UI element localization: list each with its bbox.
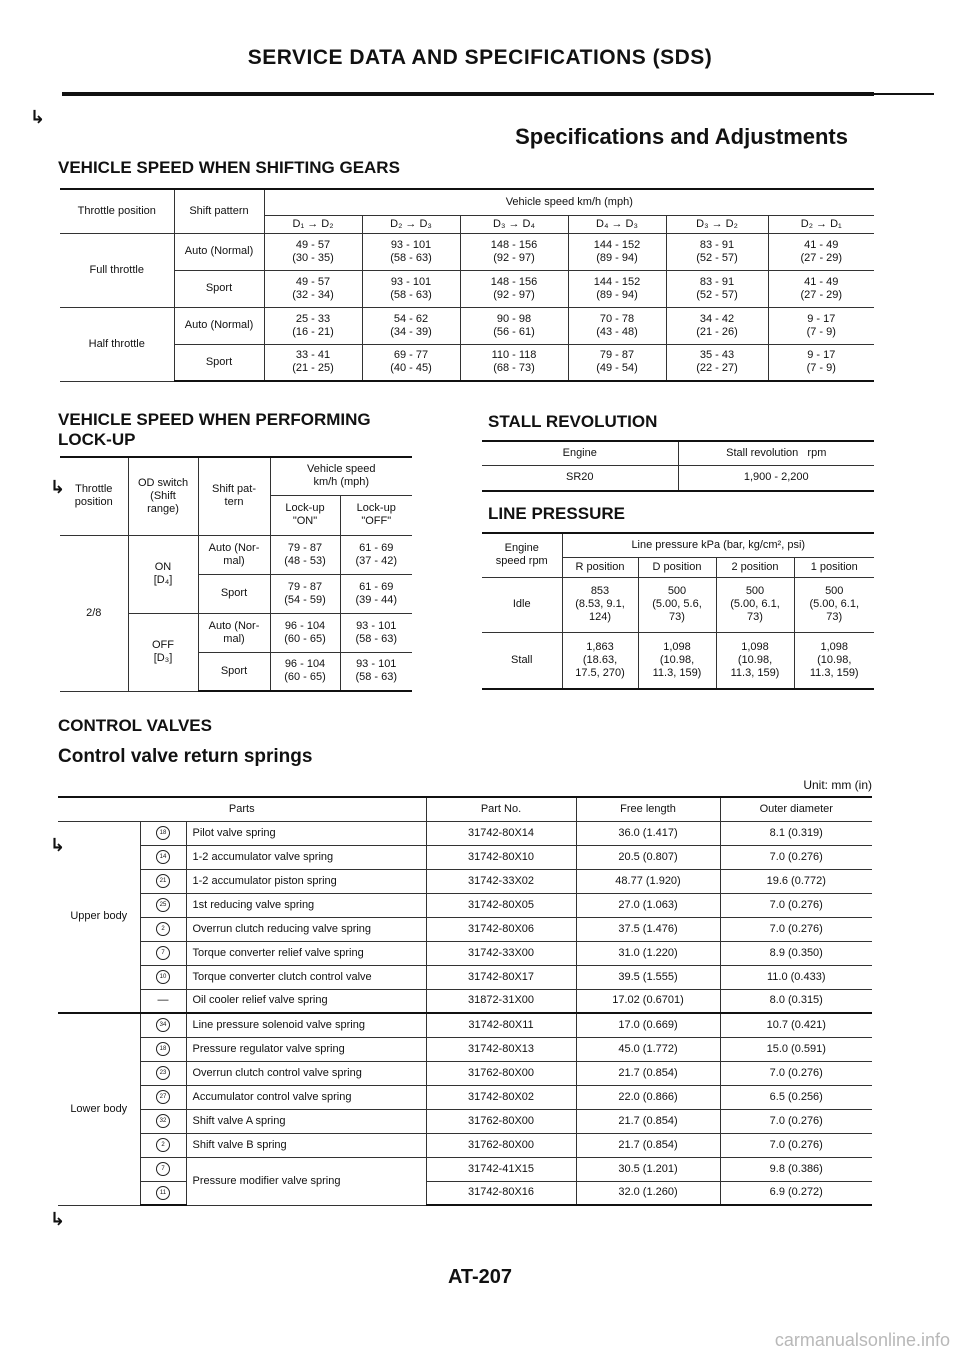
- lp-speed-cell: Idle: [482, 577, 562, 632]
- line-pressure-table: [482, 532, 874, 690]
- shift-header-pattern: Shift pattern: [174, 189, 264, 233]
- speed-cell: 79 - 87 (48 - 53): [270, 535, 340, 574]
- part-no: 31742-80X02: [426, 1085, 576, 1109]
- part-no: 31762-80X00: [426, 1133, 576, 1157]
- part-number-badge: 10: [156, 970, 170, 984]
- outer-diameter: 7.0 (0.276): [720, 893, 872, 917]
- stall-table: [482, 440, 874, 492]
- lp-speed-cell: Stall: [482, 632, 562, 689]
- page-number: AT-207: [447, 1266, 513, 1288]
- free-length: 31.0 (1.220): [576, 941, 720, 965]
- shift-col-d2d3: D₂ → D₃: [362, 215, 460, 233]
- part-name: Torque converter clutch control valve: [186, 965, 426, 989]
- margin-mark-icon: ↳: [50, 835, 66, 855]
- free-length: 22.0 (0.866): [576, 1085, 720, 1109]
- header-rule: [62, 92, 874, 96]
- table-row: [58, 1061, 872, 1085]
- header-rule-thin: [874, 93, 934, 95]
- outer-diameter: 6.5 (0.256): [720, 1085, 872, 1109]
- table-row: [58, 1037, 872, 1061]
- table-row: [60, 344, 874, 381]
- table-row: [60, 270, 874, 307]
- pattern-cell: Sport: [174, 270, 264, 307]
- pattern-cell: Auto (Nor- mal): [198, 613, 270, 652]
- part-number-badge: 21: [156, 874, 170, 888]
- free-length: 27.0 (1.063): [576, 893, 720, 917]
- part-name: Oil cooler relief valve spring: [186, 989, 426, 1013]
- springs-header-free: Free length: [576, 797, 720, 821]
- part-name: Line pressure solenoid valve spring: [186, 1013, 426, 1037]
- lockup-table: [60, 456, 412, 692]
- lp-value-cell: 1,098 (10.98, 11.3, 159): [638, 632, 716, 689]
- table-row: [58, 1133, 872, 1157]
- free-length: 30.5 (1.201): [576, 1157, 720, 1181]
- lp-header-engine: Engine speed rpm: [482, 533, 562, 577]
- part-name: Overrun clutch reducing valve spring: [186, 917, 426, 941]
- lockup-header-on: Lock-up "ON": [270, 495, 340, 535]
- part-name: 1st reducing valve spring: [186, 893, 426, 917]
- pattern-cell: Sport: [198, 652, 270, 691]
- speed-cell: 90 - 98 (56 - 61): [460, 307, 568, 344]
- speed-cell: 96 - 104 (60 - 65): [270, 613, 340, 652]
- free-length: 17.02 (0.6701): [576, 989, 720, 1013]
- lp-value-cell: 500 (5.00, 5.6, 73): [638, 577, 716, 632]
- lp-value-cell: 500 (5.00, 6.1, 73): [794, 577, 874, 632]
- control-valves-title: CONTROL VALVES: [58, 716, 212, 735]
- shifting-table: [60, 188, 874, 382]
- shift-col-d3d2: D₃ → D₂: [666, 215, 768, 233]
- table-row: [482, 577, 874, 632]
- speed-cell: 83 - 91 (52 - 57): [666, 270, 768, 307]
- speed-cell: 96 - 104 (60 - 65): [270, 652, 340, 691]
- lockup-header-pattern: Shift pat- tern: [198, 457, 270, 535]
- speed-cell: 144 - 152 (89 - 94): [568, 270, 666, 307]
- table-row: [482, 632, 874, 689]
- speed-cell: 70 - 78 (43 - 48): [568, 307, 666, 344]
- table-row: [482, 465, 874, 491]
- lp-col-1: 1 position: [794, 557, 874, 577]
- lp-value-cell: 853 (8.53, 9.1, 124): [562, 577, 638, 632]
- lp-value-cell: 1,863 (18.63, 17.5, 270): [562, 632, 638, 689]
- speed-cell: 9 - 17 (7 - 9): [768, 344, 874, 381]
- table-row: [58, 845, 872, 869]
- throttle-label: Full throttle: [60, 233, 174, 307]
- table-row: [58, 989, 872, 1013]
- table-row: [60, 307, 874, 344]
- margin-mark-icon: ↳: [50, 1209, 66, 1229]
- part-no: 31762-80X00: [426, 1061, 576, 1085]
- table-row: [58, 893, 872, 917]
- outer-diameter: 11.0 (0.433): [720, 965, 872, 989]
- lockup-header-speed: Vehicle speed km/h (mph): [270, 457, 412, 495]
- control-valves-subtitle: Control valve return springs: [58, 746, 313, 767]
- lockup-title: VEHICLE SPEED WHEN PERFORMING LOCK-UP: [58, 410, 371, 449]
- speed-cell: 41 - 49 (27 - 29): [768, 270, 874, 307]
- shifting-title: VEHICLE SPEED WHEN SHIFTING GEARS: [58, 158, 400, 177]
- part-no: 31742-41X15: [426, 1157, 576, 1181]
- speed-cell: 49 - 57 (32 - 34): [264, 270, 362, 307]
- margin-mark-icon: ↳: [50, 477, 66, 497]
- outer-diameter: 10.7 (0.421): [720, 1013, 872, 1037]
- part-no: 31742-80X05: [426, 893, 576, 917]
- stall-header-engine: Engine: [482, 441, 678, 465]
- stall-rev-value: 1,900 - 2,200: [678, 465, 874, 491]
- springs-header-part-no: Part No.: [426, 797, 576, 821]
- part-no: 31762-80X00: [426, 1109, 576, 1133]
- stall-title: STALL REVOLUTION: [488, 412, 658, 431]
- speed-cell: 83 - 91 (52 - 57): [666, 233, 768, 270]
- part-no: 31742-80X11: [426, 1013, 576, 1037]
- part-name: Pressure regulator valve spring: [186, 1037, 426, 1061]
- part-number-badge: 18: [156, 826, 170, 840]
- speed-cell: 61 - 69 (39 - 44): [340, 574, 412, 613]
- outer-diameter: 7.0 (0.276): [720, 1109, 872, 1133]
- speed-cell: 69 - 77 (40 - 45): [362, 344, 460, 381]
- part-name: Torque converter relief valve spring: [186, 941, 426, 965]
- lp-header-pressure: Line pressure kPa (bar, kg/cm², psi): [562, 533, 874, 557]
- part-no: 31872-31X00: [426, 989, 576, 1013]
- shift-col-d2d1: D₂ → D₁: [768, 215, 874, 233]
- table-row: [58, 1157, 872, 1181]
- part-no: 31742-80X16: [426, 1181, 576, 1205]
- part-number-badge: 2: [156, 1138, 170, 1152]
- speed-cell: 41 - 49 (27 - 29): [768, 233, 874, 270]
- lp-col-2: 2 position: [716, 557, 794, 577]
- speed-cell: 54 - 62 (34 - 39): [362, 307, 460, 344]
- free-length: 48.77 (1.920): [576, 869, 720, 893]
- free-length: 21.7 (0.854): [576, 1109, 720, 1133]
- free-length: 36.0 (1.417): [576, 821, 720, 845]
- site-watermark: carmanualsonline.info: [774, 1330, 950, 1350]
- table-row: [58, 1013, 872, 1037]
- part-name: Pressure modifier valve spring: [186, 1157, 426, 1205]
- shift-col-d4d3: D₄ → D₃: [568, 215, 666, 233]
- table-row: [60, 233, 874, 270]
- upper-body-label: Upper body: [58, 821, 140, 1013]
- free-length: 39.5 (1.555): [576, 965, 720, 989]
- part-number-badge: 2: [156, 922, 170, 936]
- part-no: 31742-80X14: [426, 821, 576, 845]
- speed-cell: 49 - 57 (30 - 35): [264, 233, 362, 270]
- pattern-cell: Sport: [198, 574, 270, 613]
- pattern-cell: Auto (Normal): [174, 307, 264, 344]
- springs-header-parts: Parts: [58, 797, 426, 821]
- free-length: 45.0 (1.772): [576, 1037, 720, 1061]
- part-number-dash: —: [140, 989, 186, 1013]
- unit-label: Unit: mm (in): [803, 778, 872, 792]
- table-row: [58, 1085, 872, 1109]
- outer-diameter: 19.6 (0.772): [720, 869, 872, 893]
- line-pressure-title: LINE PRESSURE: [488, 504, 625, 523]
- lockup-header-off: Lock-up "OFF": [340, 495, 412, 535]
- speed-cell: 148 - 156 (92 - 97): [460, 270, 568, 307]
- part-no: 31742-33X00: [426, 941, 576, 965]
- outer-diameter: 7.0 (0.276): [720, 845, 872, 869]
- outer-diameter: 15.0 (0.591): [720, 1037, 872, 1061]
- free-length: 21.7 (0.854): [576, 1133, 720, 1157]
- lp-value-cell: 500 (5.00, 6.1, 73): [716, 577, 794, 632]
- free-length: 21.7 (0.854): [576, 1061, 720, 1085]
- outer-diameter: 8.9 (0.350): [720, 941, 872, 965]
- part-name: Shift valve A spring: [186, 1109, 426, 1133]
- speed-cell: 93 - 101 (58 - 63): [340, 613, 412, 652]
- speed-cell: 144 - 152 (89 - 94): [568, 233, 666, 270]
- part-name: Overrun clutch control valve spring: [186, 1061, 426, 1085]
- table-row: [58, 917, 872, 941]
- free-length: 17.0 (0.669): [576, 1013, 720, 1037]
- part-number-badge: 18: [156, 1042, 170, 1056]
- table-row: [58, 941, 872, 965]
- part-no: 31742-80X06: [426, 917, 576, 941]
- shift-header-throttle: Throttle position: [60, 189, 174, 233]
- outer-diameter: 6.9 (0.272): [720, 1181, 872, 1205]
- lower-body-label: Lower body: [58, 1013, 140, 1205]
- part-number-badge: 14: [156, 850, 170, 864]
- part-number-badge: 7: [156, 946, 170, 960]
- speed-cell: 9 - 17 (7 - 9): [768, 307, 874, 344]
- speed-cell: 79 - 87 (54 - 59): [270, 574, 340, 613]
- speed-cell: 34 - 42 (21 - 26): [666, 307, 768, 344]
- od-switch-cell: OFF [D₃]: [128, 613, 198, 691]
- speed-cell: 33 - 41 (21 - 25): [264, 344, 362, 381]
- stall-engine-value: SR20: [482, 465, 678, 491]
- speed-cell: 148 - 156 (92 - 97): [460, 233, 568, 270]
- lp-col-d: D position: [638, 557, 716, 577]
- part-name: 1-2 accumulator valve spring: [186, 845, 426, 869]
- part-no: 31742-80X13: [426, 1037, 576, 1061]
- outer-diameter: 9.8 (0.386): [720, 1157, 872, 1181]
- outer-diameter: 7.0 (0.276): [720, 917, 872, 941]
- free-length: 37.5 (1.476): [576, 917, 720, 941]
- part-name: 1-2 accumulator piston spring: [186, 869, 426, 893]
- pattern-cell: Sport: [174, 344, 264, 381]
- part-number-badge: 34: [156, 1018, 170, 1032]
- speed-cell: 93 - 101 (58 - 63): [362, 270, 460, 307]
- table-row: [58, 1109, 872, 1133]
- lockup-header-throttle: Throttle position: [60, 457, 128, 535]
- speed-cell: 93 - 101 (58 - 63): [340, 652, 412, 691]
- margin-mark-icon: ↳: [30, 107, 46, 127]
- page-header-title: SERVICE DATA AND SPECIFICATIONS (SDS): [247, 46, 713, 69]
- table-row: [60, 535, 412, 574]
- part-number-badge: 27: [156, 1090, 170, 1104]
- springs-table: [58, 796, 872, 1206]
- part-number-badge: 11: [156, 1186, 170, 1200]
- lp-value-cell: 1,098 (10.98, 11.3, 159): [794, 632, 874, 689]
- outer-diameter: 8.1 (0.319): [720, 821, 872, 845]
- part-no: 31742-33X02: [426, 869, 576, 893]
- part-name: Accumulator control valve spring: [186, 1085, 426, 1109]
- lp-col-r: R position: [562, 557, 638, 577]
- speed-cell: 61 - 69 (37 - 42): [340, 535, 412, 574]
- free-length: 32.0 (1.260): [576, 1181, 720, 1205]
- outer-diameter: 8.0 (0.315): [720, 989, 872, 1013]
- table-row: [58, 869, 872, 893]
- shift-header-speed: Vehicle speed km/h (mph): [264, 189, 874, 215]
- outer-diameter: 7.0 (0.276): [720, 1061, 872, 1085]
- lp-value-cell: 1,098 (10.98, 11.3, 159): [716, 632, 794, 689]
- part-number-badge: 32: [156, 1114, 170, 1128]
- free-length: 20.5 (0.807): [576, 845, 720, 869]
- part-no: 31742-80X10: [426, 845, 576, 869]
- speed-cell: 25 - 33 (16 - 21): [264, 307, 362, 344]
- part-name: Shift valve B spring: [186, 1133, 426, 1157]
- part-number-badge: 7: [156, 1162, 170, 1176]
- od-switch-cell: ON [D₄]: [128, 535, 198, 613]
- part-number-badge: 25: [156, 898, 170, 912]
- table-row: [58, 1181, 872, 1205]
- shift-col-d1d2: D₁ → D₂: [264, 215, 362, 233]
- speed-cell: 93 - 101 (58 - 63): [362, 233, 460, 270]
- section-title: Specifications and Adjustments: [515, 124, 848, 149]
- pattern-cell: Auto (Normal): [174, 233, 264, 270]
- lockup-throttle-value: 2/8: [60, 535, 128, 691]
- table-row: [58, 821, 872, 845]
- part-name: Pilot valve spring: [186, 821, 426, 845]
- pattern-cell: Auto (Nor- mal): [198, 535, 270, 574]
- shift-col-d3d4: D₃ → D₄: [460, 215, 568, 233]
- part-no: 31742-80X17: [426, 965, 576, 989]
- outer-diameter: 7.0 (0.276): [720, 1133, 872, 1157]
- speed-cell: 79 - 87 (49 - 54): [568, 344, 666, 381]
- speed-cell: 110 - 118 (68 - 73): [460, 344, 568, 381]
- springs-header-outer: Outer diameter: [720, 797, 872, 821]
- speed-cell: 35 - 43 (22 - 27): [666, 344, 768, 381]
- stall-header-rev: Stall revolution rpm: [678, 441, 874, 465]
- lockup-header-od: OD switch (Shift range): [128, 457, 198, 535]
- table-row: [58, 965, 872, 989]
- throttle-label: Half throttle: [60, 307, 174, 381]
- part-number-badge: 23: [156, 1066, 170, 1080]
